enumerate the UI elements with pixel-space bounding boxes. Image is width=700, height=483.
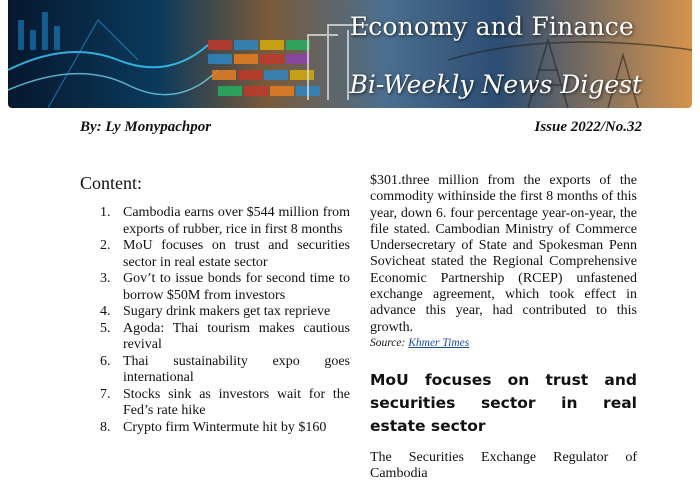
- list-item-text: Sugary drink makers get tax reprieve: [123, 304, 331, 319]
- list-item-number: 5.: [100, 320, 111, 336]
- source-label: Source:: [370, 336, 406, 349]
- list-item-text: MoU focuses on trust and securities sector in real estate sector: [123, 238, 350, 270]
- list-item-number: 3.: [100, 271, 111, 286]
- banner-subtitle: Bi-Weekly News Digest: [349, 70, 642, 99]
- content-list-item[interactable]: [86, 238, 350, 271]
- list-item-text: Agoda: Thai tourism makes cautious revival: [123, 320, 350, 352]
- banner-title: Economy and Finance: [349, 12, 634, 41]
- content-list-item[interactable]: [86, 304, 350, 321]
- content-list-item[interactable]: [86, 387, 350, 420]
- content-list-item[interactable]: [86, 205, 350, 238]
- article-body-paragraph: The Securities Exchange Regulator of Cambodia: [370, 449, 637, 482]
- list-item-text: Gov’t to issue bonds for second time to borrow $50M from investors: [123, 271, 350, 303]
- list-item-text: Crypto firm Wintermute hit by $160: [123, 419, 327, 435]
- list-item-number: 8.: [100, 419, 111, 435]
- content-list-item[interactable]: [86, 271, 350, 304]
- article-column: [370, 173, 637, 483]
- list-item-number: 4.: [100, 304, 111, 319]
- content-list-item[interactable]: [86, 420, 350, 437]
- list-item-number: 1.: [100, 205, 111, 220]
- content-heading: Content:: [80, 173, 142, 193]
- header-banner: [8, 0, 692, 108]
- list-item-text: Cambodia earns over $544 million from exports of rubber, rice in first 8 months: [123, 205, 350, 237]
- article-heading: MoU focuses on trust and securities sector in real estate sector: [370, 370, 637, 435]
- list-item-number: 2.: [100, 238, 111, 253]
- list-item-number: 7.: [100, 386, 111, 402]
- article-source: [370, 337, 637, 350]
- list-item-number: 6.: [100, 353, 111, 369]
- content-list-item[interactable]: [86, 354, 350, 387]
- list-item-text: Stocks sink as investors wait for the Fed’s rate hike: [123, 386, 350, 418]
- list-item-text: Thai sustainability expo goes international: [123, 353, 350, 385]
- author-byline: By: Ly Monypachpor: [80, 119, 212, 135]
- issue-number: Issue 2022/No.32: [534, 119, 642, 135]
- article-body-paragraph: $301.three million from the exports of the commodity withinside the first 8 months of this year, down 6. four percentage year-on-year, the file stated. Cambodian Ministry of Commerce Undersecretary of State and Spokesman Penn Sovicheat stated the Regional Comprehensive Economic Partnership (RCEP) unfastened exchange agreement, which took effect in advance this year, had contributed to this growth.: [370, 173, 637, 335]
- source-link[interactable]: Khmer Times: [408, 336, 470, 349]
- content-list-item[interactable]: [86, 321, 350, 354]
- content-list: [86, 205, 350, 436]
